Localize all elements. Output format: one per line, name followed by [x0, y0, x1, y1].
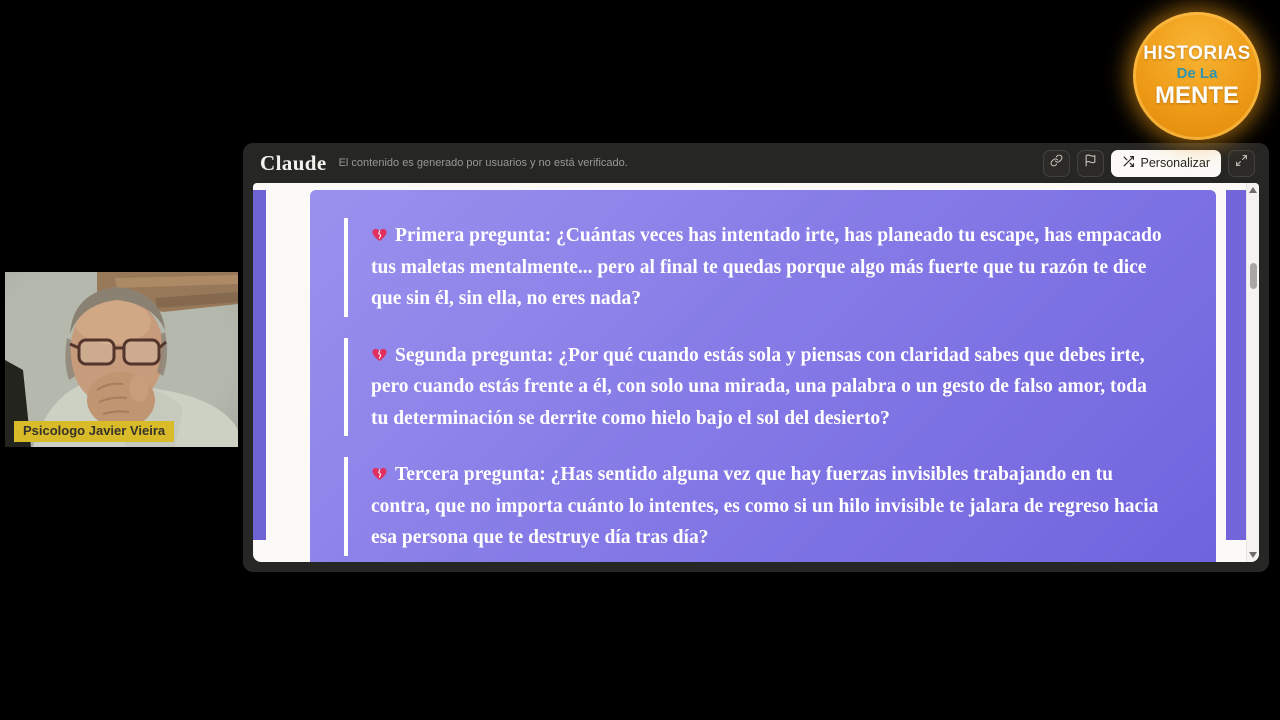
broken-heart-icon	[371, 222, 388, 238]
link-icon	[1050, 154, 1063, 172]
claude-window	[243, 143, 1269, 572]
prev-slide-edge	[253, 190, 266, 540]
expand-icon	[1235, 154, 1248, 172]
scroll-down-arrow[interactable]	[1249, 552, 1257, 558]
question-text: Segunda pregunta: ¿Por qué cuando estás sola y piensas con claridad sabes que debes irte, pero cuando estás frente a él, con solo una mirada, una palabra o un gesto de falso amor, toda tu determinación se derrite como hielo bajo el sol del desierto?	[371, 344, 1147, 429]
personalize-label: Personalizar	[1140, 156, 1210, 170]
webcam-video	[5, 272, 238, 447]
next-slide-edge	[1226, 190, 1246, 540]
scrollbar-thumb[interactable]	[1250, 263, 1257, 289]
personalize-button[interactable]	[1111, 150, 1221, 177]
logo-line-1: HISTORIAS	[1143, 42, 1251, 64]
artifact-toolbar	[1043, 150, 1255, 177]
logo-line-3: MENTE	[1155, 81, 1239, 109]
claude-logo: Claude	[260, 150, 327, 175]
question-text: Tercera pregunta: ¿Has sentido alguna vez que hay fuerzas invisibles trabajando en tu contra, que no importa cuánto lo intentes, es como si un hilo invisible te jalara de regreso hacia esa persona que te destruye día tras día?	[371, 464, 1159, 548]
presenter-name-label: Psicologo Javier Vieira	[14, 421, 174, 442]
content-disclaimer: El contenido es generado por usuarios y no está verificado.	[338, 157, 628, 169]
broken-heart-icon	[371, 461, 388, 477]
question-block-2	[344, 338, 1164, 437]
copy-link-button[interactable]	[1043, 150, 1070, 177]
question-block-3	[344, 457, 1164, 556]
question-block-1	[344, 218, 1164, 317]
vertical-scrollbar[interactable]	[1246, 183, 1259, 562]
artifact-viewport	[253, 183, 1259, 562]
question-text: Primera pregunta: ¿Cuántas veces has intentado irte, has planeado tu escape, has empacado tus maletas mentalmente... pero al final te quedas porque algo más fuerte que tu razón te dice que sin él, sin ella, no eres nada?	[371, 225, 1162, 309]
expand-button[interactable]	[1228, 150, 1255, 177]
report-button[interactable]	[1077, 150, 1104, 177]
logo-line-2: De La	[1176, 64, 1218, 82]
flag-icon	[1084, 154, 1097, 172]
broken-heart-icon	[371, 342, 388, 358]
channel-logo	[1133, 12, 1261, 140]
quote-slide	[310, 190, 1216, 562]
claude-header	[243, 143, 1269, 183]
shuffle-icon	[1122, 155, 1135, 171]
scroll-up-arrow[interactable]	[1249, 187, 1257, 193]
